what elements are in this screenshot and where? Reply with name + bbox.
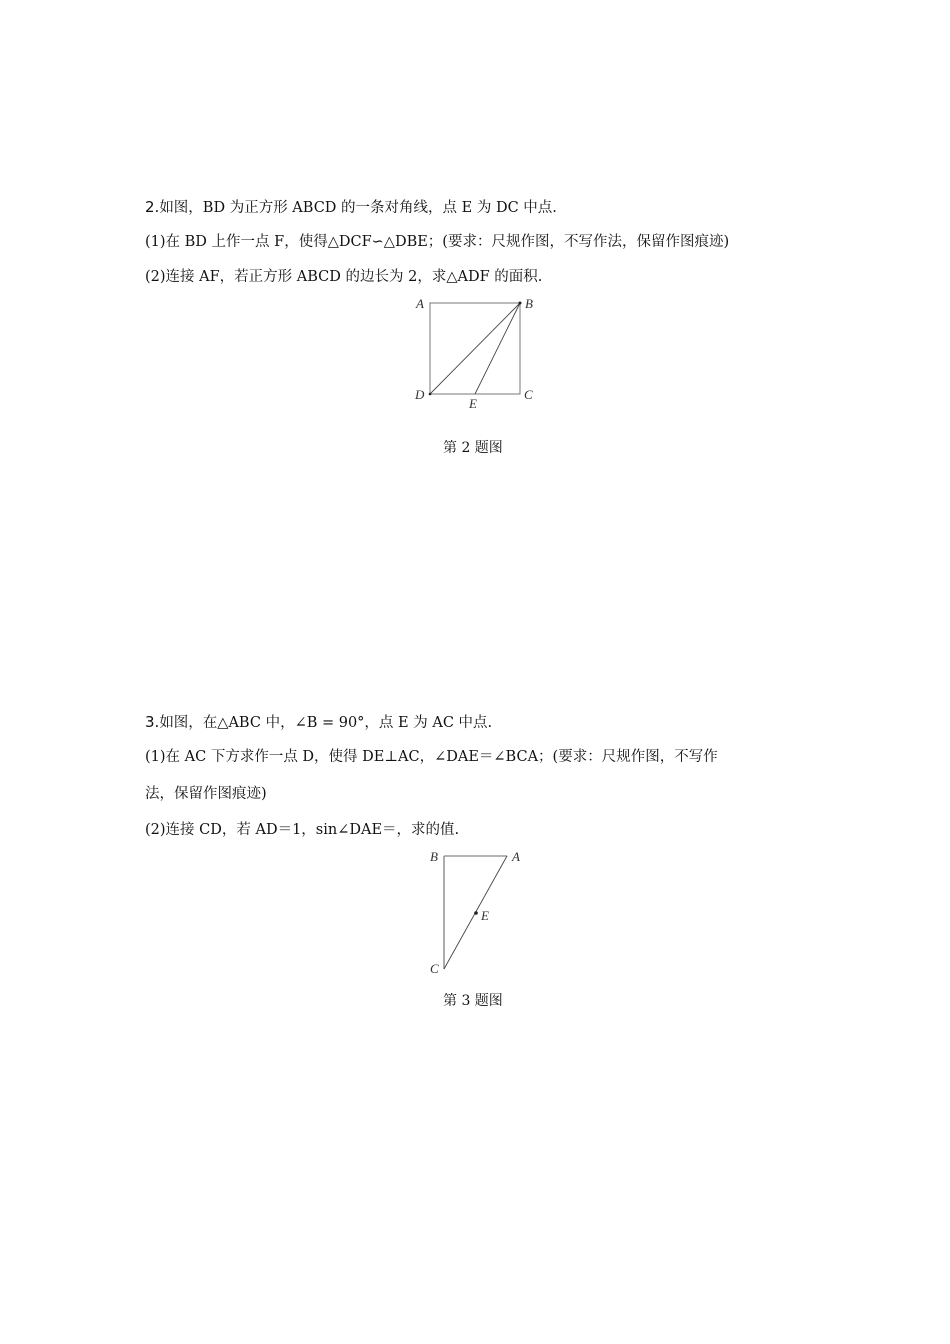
label-e: E — [481, 908, 489, 923]
point-e — [474, 911, 478, 915]
label-e: E — [469, 396, 477, 411]
problem3-part2: (2)连接 CD，若 AD＝1，sin∠DAE＝，求的值. — [145, 822, 460, 838]
label-d: D — [415, 387, 425, 402]
problem3-part1-line2: 法，保留作图痕迹) — [145, 786, 267, 802]
label-a: A — [416, 296, 424, 311]
label-c: C — [430, 961, 439, 976]
problem2-number: 2. — [145, 198, 160, 216]
segment-be — [475, 303, 520, 394]
problem2-stem — [145, 197, 557, 218]
label-a: A — [512, 849, 520, 864]
label-c: C — [524, 387, 533, 402]
problem2-caption: 第 2 题图 — [443, 440, 503, 456]
diagonal-bd — [430, 303, 520, 394]
problem3-stem-text: 如图，在△ABC 中，∠B = 90°，点 E 为 AC 中点. — [159, 715, 493, 731]
problem2-figure — [400, 290, 550, 420]
problem3-stem — [145, 712, 492, 733]
problem3-caption: 第 3 题图 — [443, 993, 503, 1009]
problem2-part2: (2)连接 AF，若正方形 ABCD 的边长为 2，求△ADF 的面积. — [145, 269, 543, 285]
problem2-stem-text: 如图，BD 为正方形 ABCD 的一条对角线，点 E 为 DC 中点. — [159, 200, 557, 216]
problem3-figure — [420, 845, 530, 980]
label-b: B — [525, 296, 533, 311]
problem2-part1: (1)在 BD 上作一点 F，使得△DCF∽△DBE；(要求：尺规作图，不写作法，保留作图痕迹) — [145, 234, 730, 250]
problem3-number: 3. — [145, 713, 160, 731]
problem3-part1-line1: (1)在 AC 下方求作一点 D，使得 DE⊥AC，∠DAE＝∠BCA；(要求：尺规作图，不写作 — [145, 749, 718, 765]
label-b: B — [430, 849, 438, 864]
